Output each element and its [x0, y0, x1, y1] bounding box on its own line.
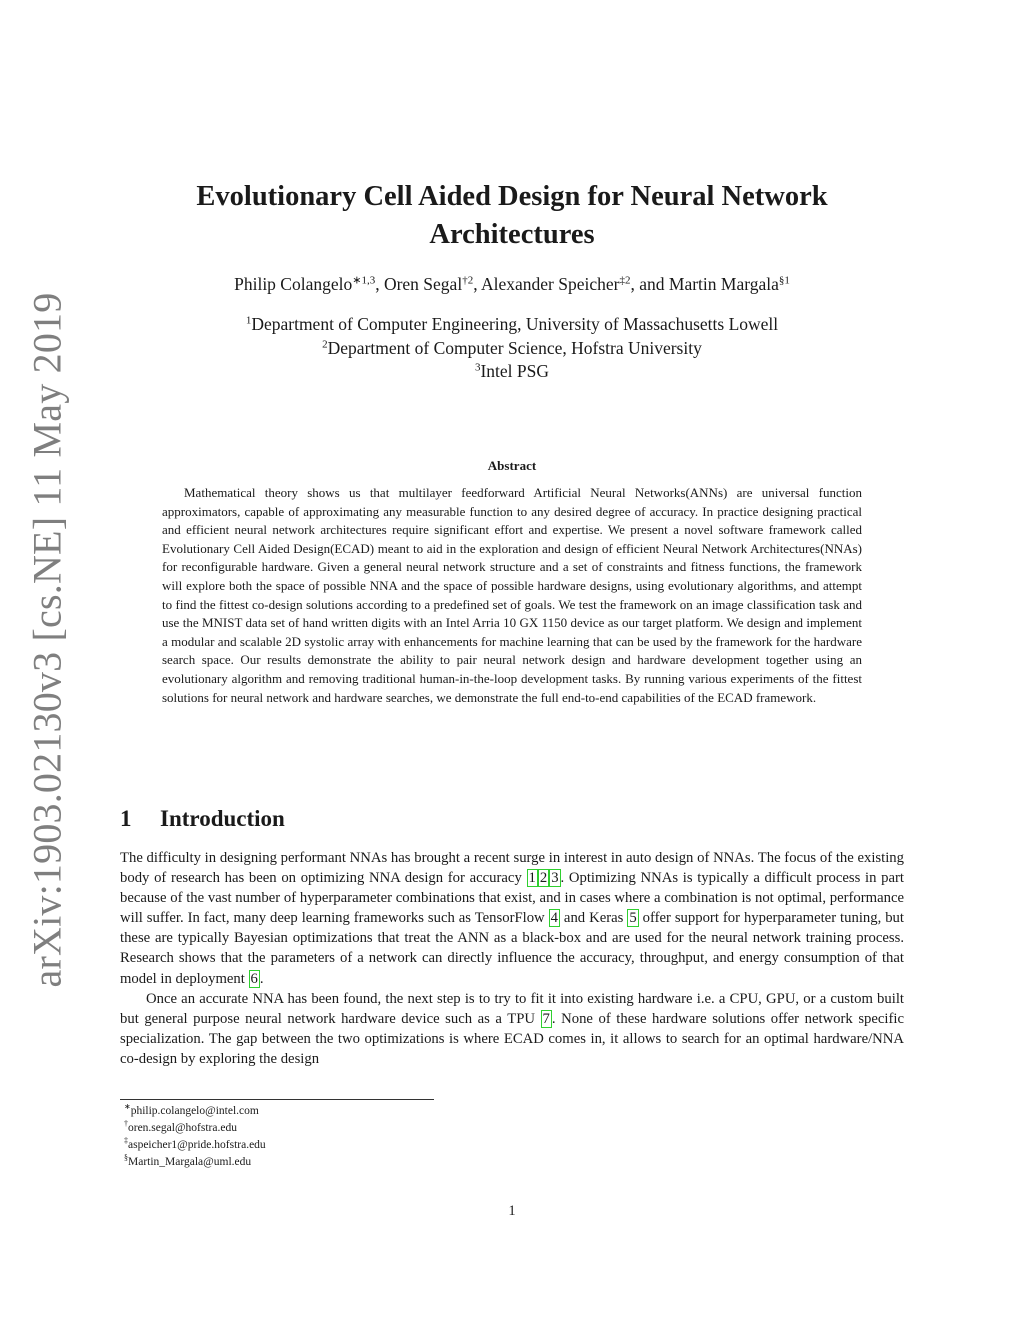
intro-body — [120, 848, 904, 1069]
author: Oren Segal$^{\dagger 2}$ — [383, 274, 474, 294]
section-heading — [120, 806, 285, 832]
citation-link[interactable]: 3 — [551, 870, 559, 887]
footnote-rule — [120, 1099, 434, 1100]
title-line-2: Architectures — [429, 219, 595, 250]
intro-paragraph-2 — [120, 989, 904, 1069]
section-title: Introduction — [160, 806, 285, 831]
author: Philip Colangelo$^{∗1,3}$ — [234, 274, 376, 294]
footnote: ∗philip.colangelo@intel.com — [124, 1102, 259, 1117]
text-run: . None of these hardware solutions offer network specific specialization. The gap between the two optimizations is where ECAD comes in, it allows to search for an optimal hardware/NNA co-design by exploring the design — [120, 1010, 904, 1067]
text-run: and Keras — [559, 910, 628, 927]
abstract-heading: Abstract — [487, 458, 537, 473]
page-number: 1 — [508, 1203, 516, 1219]
footnote: †oren.segal@hofstra.edu — [124, 1119, 237, 1134]
author: Alexander Speicher$^{\ddagger 2}$ — [481, 274, 631, 294]
footnote: ‡aspeicher1@pride.hofstra.edu — [124, 1136, 266, 1151]
affiliation: $^3$Intel PSG — [474, 361, 550, 381]
affiliations — [100, 313, 924, 384]
author-list: Philip Colangelo$^{∗1,3}$, Oren Segal$^{\dagger 2}$, Alexander Speicher$^{\ddagger 2}$, and Martin Margala$^{\S 1}$ — [234, 274, 790, 294]
text-run: . Optimizing NNAs is typically a difficult process in part because of the vast number of hyperparameter combinations that exist, and in cases where a combination is not optimal, performance will suffer. In fact, many deep learning frameworks such as TensorFlow — [120, 870, 904, 927]
abstract-body: Mathematical theory shows us that multilayer feedforward Artificial Neural Networks(ANNs) are universal function approximators, capable of approximating any measurable function to any desired degree of accuracy. In practice designing practical and efficient neural network architectures require significant effort and expertise. We present a novel software framework called Evolutionary Cell Aided Design(ECAD) meant to aid in the exploration and design of efficient Neural Network Architectures(NNAs) for reconfigurable hardware. Given a general neural network structure and a set of constraints and fitness functions, the framework will explore both the space of possible NNA and the space of possible hardware designs, using evolutionary algorithms, and attempt to find the fittest co-design solutions according to a predefined set of goals. We test the framework on an image classification task and use the MNIST data set of hand written digits with an Intel Arria 10 GX 1150 device as our target platform. We design and implement a modular and scalable 2D systolic array with enhancements for machine learning that can be used by the framework for the hardware search space. Our results demonstrate the ability to pair neural network design and hardware development together using an evolutionary algorithm and removing traditional human-in-the-loop development tasks. By running various experiments of the fittest solutions for neural network and hardware searches, we demonstrate the full end-to-end capabilities of the ECAD framework. — [162, 485, 862, 705]
citation-link[interactable]: 7 — [542, 1010, 550, 1027]
paper-title — [100, 178, 924, 254]
citation-link[interactable]: 4 — [550, 910, 558, 927]
footnote: §Martin_Margala@uml.edu — [124, 1153, 252, 1168]
text-run: Once an accurate NNA has been found, the next step is to try to fit it into existing hardware i.e. a CPU, GPU, or a custom built but general purpose neural network hardware device such as a TPU — [120, 990, 904, 1027]
intro-paragraph-1 — [120, 848, 904, 989]
citation-link[interactable]: 6 — [250, 970, 258, 987]
affiliation: $^2$Department of Computer Science, Hofstra University — [322, 337, 702, 358]
title-line-1: Evolutionary Cell Aided Design for Neural Network — [196, 181, 828, 212]
text-run: offer support for hyperparameter tuning, but these are typically Bayesian optimizations that treat the ANN as a black-box and are used for the neural network training process. Research shows that the parameters of a network can directly influence the accuracy, throughput, and energy consumption of that model in deployment — [120, 910, 904, 987]
citation-link[interactable]: 1 — [528, 870, 536, 887]
text-run: . — [259, 970, 264, 987]
affiliation: $^1$Department of Computer Engineering, University of Massachusetts Lowell — [245, 314, 779, 334]
footnotes — [124, 1103, 266, 1171]
author: Martin Margala$^{\S 1}$ — [668, 274, 790, 294]
arxiv-id: arXiv:1903.02130v3 [cs.NE] 11 May 2019 — [24, 292, 70, 988]
citation-link[interactable]: 2 — [539, 870, 548, 887]
citation-link[interactable]: 5 — [629, 910, 637, 927]
section-number: 1 — [120, 806, 132, 831]
text-run: The difficulty in designing performant NNAs has brought a recent surge in interest in auto design of NNAs. The focus of the existing body of research has been on optimizing NNA design for accuracy — [120, 850, 904, 887]
